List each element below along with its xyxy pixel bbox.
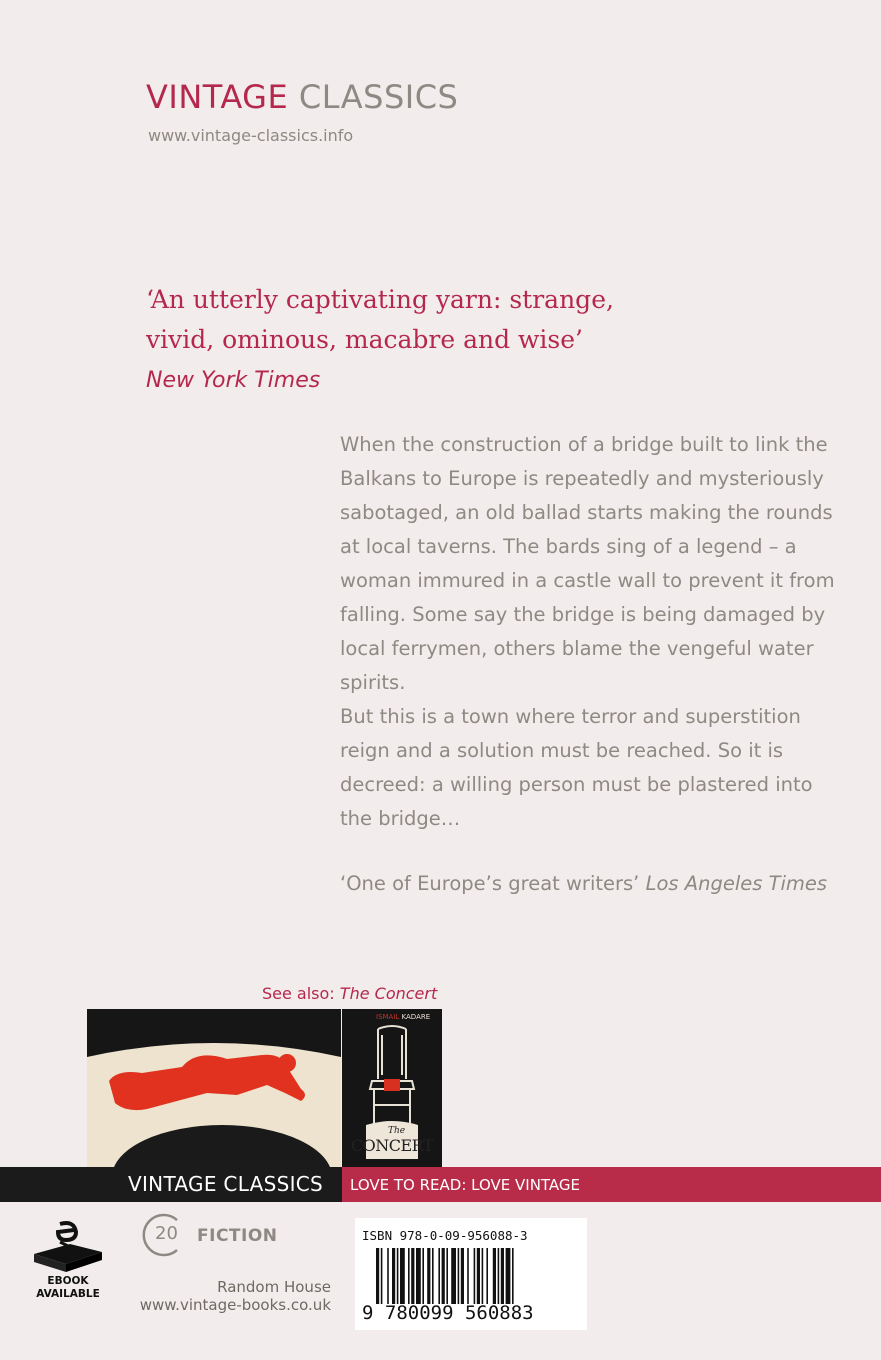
see-also-title: The Concert [339,984,438,1003]
book-blurb [340,428,840,836]
website-url: www.vintage-classics.info [148,126,354,145]
concert-cover-title: CONCERT [350,1136,434,1155]
see-also-label: See also: [262,984,335,1003]
praise-source: Los Angeles Times [645,872,828,895]
barcode-bar [387,1248,389,1304]
barcode-bar [442,1248,445,1304]
concert-author-last: KADARE [401,1013,431,1021]
brand-word-vintage: VINTAGE [146,78,289,116]
praise-quote [340,872,827,895]
barcode-bar [408,1248,410,1304]
isbn-label: ISBN 978-0-09-956088-3 [362,1228,528,1243]
cover-art-the-concert [342,1009,442,1167]
blurb-paragraph-2: But this is a town where terror and superstition reign and a solution must be reached. So it is decreed: a willing person must be plastered into the bridge… [340,705,813,830]
book-stack-icon [30,1218,106,1274]
publisher-name: Random House [217,1278,331,1296]
publisher-info [110,1278,331,1314]
ebook-available-label [28,1275,108,1301]
quote-source: New York Times [146,368,321,393]
barcode-bar [477,1248,480,1304]
barcode-bar [400,1248,405,1304]
cover-illustration [87,1009,341,1167]
barcode-bar [416,1248,421,1304]
barcode-bar [446,1248,448,1304]
category-label: FICTION [197,1226,278,1246]
concert-cover-author [376,1013,430,1021]
c20-number: 20 [155,1223,178,1244]
bar-brand-text: VINTAGE CLASSICS [128,1172,324,1196]
barcode-bar [458,1248,460,1304]
bar-slogan-text: LOVE TO READ: LOVE VINTAGE [350,1176,581,1194]
barcode-bar [422,1248,424,1304]
barcode-bar [376,1248,379,1304]
quote-line-1: ‘An utterly captivating yarn: strange, [146,285,614,314]
barcode-bar [506,1248,511,1304]
barcode-bar [467,1248,469,1304]
barcode-bar [381,1248,383,1304]
concert-cover-the: The [388,1126,406,1136]
cover-art-left [87,1009,341,1167]
barcode-bar [411,1248,414,1304]
concert-author-first: ISMAIL [376,1013,400,1021]
barcode-bar [486,1248,488,1304]
praise-text: ‘One of Europe’s great writers’ [340,872,640,895]
barcode [376,1248,576,1304]
barcode-bar [427,1248,430,1304]
barcode-bar [451,1248,456,1304]
barcode-bar [432,1248,434,1304]
barcode-bar [498,1248,500,1304]
barcode-bar [397,1248,399,1304]
barcode-bar [512,1248,514,1304]
ebook-line-2: AVAILABLE [36,1288,100,1300]
ebook-line-1: EBOOK [47,1275,89,1287]
barcode-bar [474,1248,476,1304]
brand-logo [146,78,458,116]
review-quote [146,280,706,360]
barcode-bar [392,1248,395,1304]
brand-word-classics: CLASSICS [298,78,459,116]
publisher-website: www.vintage-books.co.uk [139,1296,331,1314]
barcode-bar [482,1248,484,1304]
barcode-bar [438,1248,440,1304]
barcode-bar [461,1248,464,1304]
see-also [262,984,437,1003]
blurb-paragraph-1: When the construction of a bridge built to link the Balkans to Europe is repeatedly and mysteriously sabotaged, an old ballad starts making the rounds at local taverns. The bards sing of a legend – a woman immured in a castle wall to prevent it from falling. Some say the bridge is being damaged by local ferrymen, others blame the vengeful water spirits. [340,433,835,694]
barcode-bar [501,1248,504,1304]
isbn-digits: 9 780099 560883 [362,1302,534,1324]
c20-logo [141,1212,187,1258]
barcode-bar [493,1248,496,1304]
quote-line-2: vivid, ominous, macabre and wise’ [146,325,583,354]
